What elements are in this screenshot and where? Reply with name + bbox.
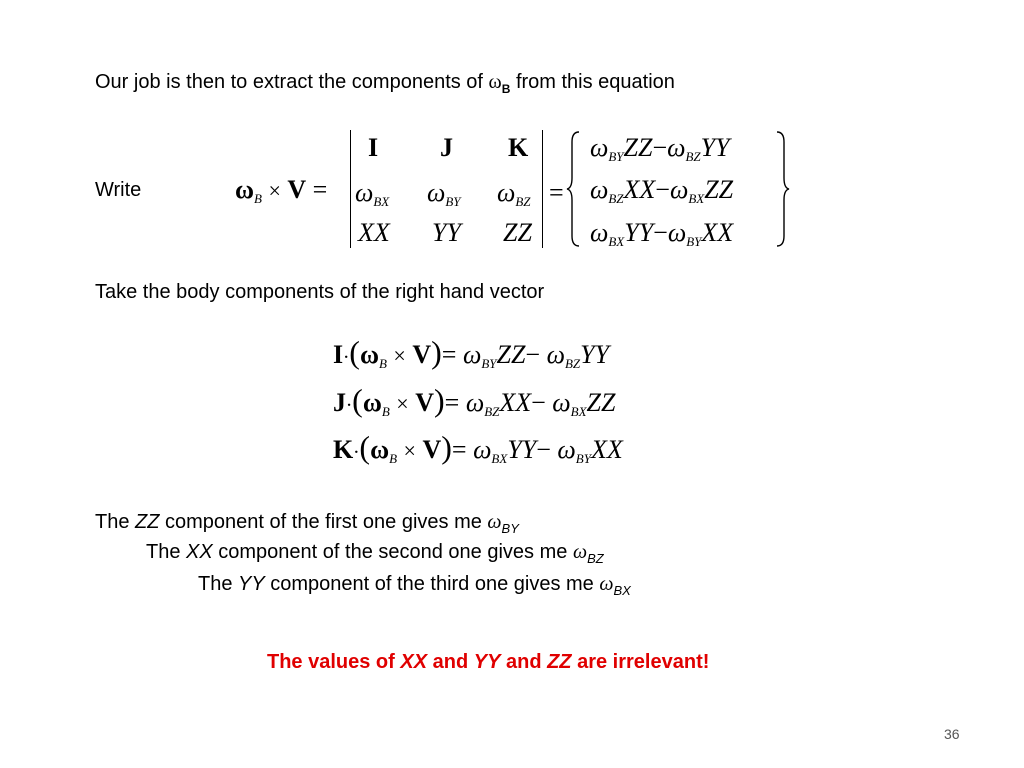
intro-text-before: Our job is then to extract the components of bbox=[95, 71, 489, 93]
omega-subscript: B bbox=[501, 82, 511, 96]
matrix-omega-bx: $\omega_{BX}$ bbox=[355, 178, 390, 209]
dot-equation-I: $I\cdot(\omega_B \times V)= \omega_{BY}ZZ- \omega_{BZ}YY$ bbox=[333, 334, 610, 371]
matrix-K: K bbox=[508, 133, 529, 162]
right-brace bbox=[774, 130, 790, 248]
det-left-bar bbox=[350, 130, 351, 248]
left-brace bbox=[566, 130, 582, 248]
vector-row-1: $\omega_{BY}ZZ-\omega_{BZ}YY$ bbox=[590, 133, 730, 164]
component-line-1: The ZZ component of the first one gives me $\omega_{BY}$ bbox=[95, 511, 519, 536]
dot-equation-K: $K\cdot(\omega_B \times V)= \omega_{BX}YY- \omega_{BY}XX$ bbox=[333, 429, 623, 466]
lhs-times: × bbox=[268, 178, 281, 203]
matrix-J: J bbox=[440, 133, 453, 162]
conclusion-text: The values of XX and YY and ZZ are irrelevant! bbox=[267, 651, 710, 673]
matrix-I: I bbox=[368, 133, 379, 162]
write-label: Write bbox=[95, 179, 142, 201]
matrix-omega-bz: $\omega_{BZ}$ bbox=[497, 178, 531, 209]
lhs-omega: ω bbox=[235, 175, 255, 204]
lhs-v: V bbox=[287, 175, 307, 204]
cross-product-lhs bbox=[235, 175, 327, 214]
vector-row-3: $\omega_{BX}YY-\omega_{BY}XX$ bbox=[590, 218, 734, 249]
matrix-ZZ: ZZ bbox=[503, 218, 532, 247]
matrix-omega-by: $\omega_{BY}$ bbox=[427, 178, 461, 209]
component-line-2: The XX component of the second one gives me $\omega_{BZ}$ bbox=[146, 541, 604, 566]
component-line-3: The YY component of the third one gives me $\omega_{BX}$ bbox=[198, 573, 631, 598]
intro-line bbox=[95, 70, 675, 101]
lhs-equals: = bbox=[312, 175, 328, 204]
page-number: 36 bbox=[944, 726, 960, 742]
vector-row-2: $\omega_{BZ}XX-\omega_{BX}ZZ$ bbox=[590, 175, 734, 206]
omega-symbol: ω bbox=[488, 71, 502, 93]
intro-text-after: from this equation bbox=[510, 71, 675, 93]
lhs-omega-sub: B bbox=[254, 191, 262, 206]
matrix-XX: XX bbox=[358, 218, 390, 247]
dot-equation-J: $J\cdot(\omega_B \times V)= \omega_{BZ}XX- \omega_{BX}ZZ$ bbox=[333, 382, 616, 419]
det-right-bar bbox=[542, 130, 543, 248]
take-body-components-text: Take the body components of the right hand vector bbox=[95, 281, 545, 303]
matrix-YY: YY bbox=[432, 218, 461, 247]
det-equals: = bbox=[549, 178, 564, 207]
